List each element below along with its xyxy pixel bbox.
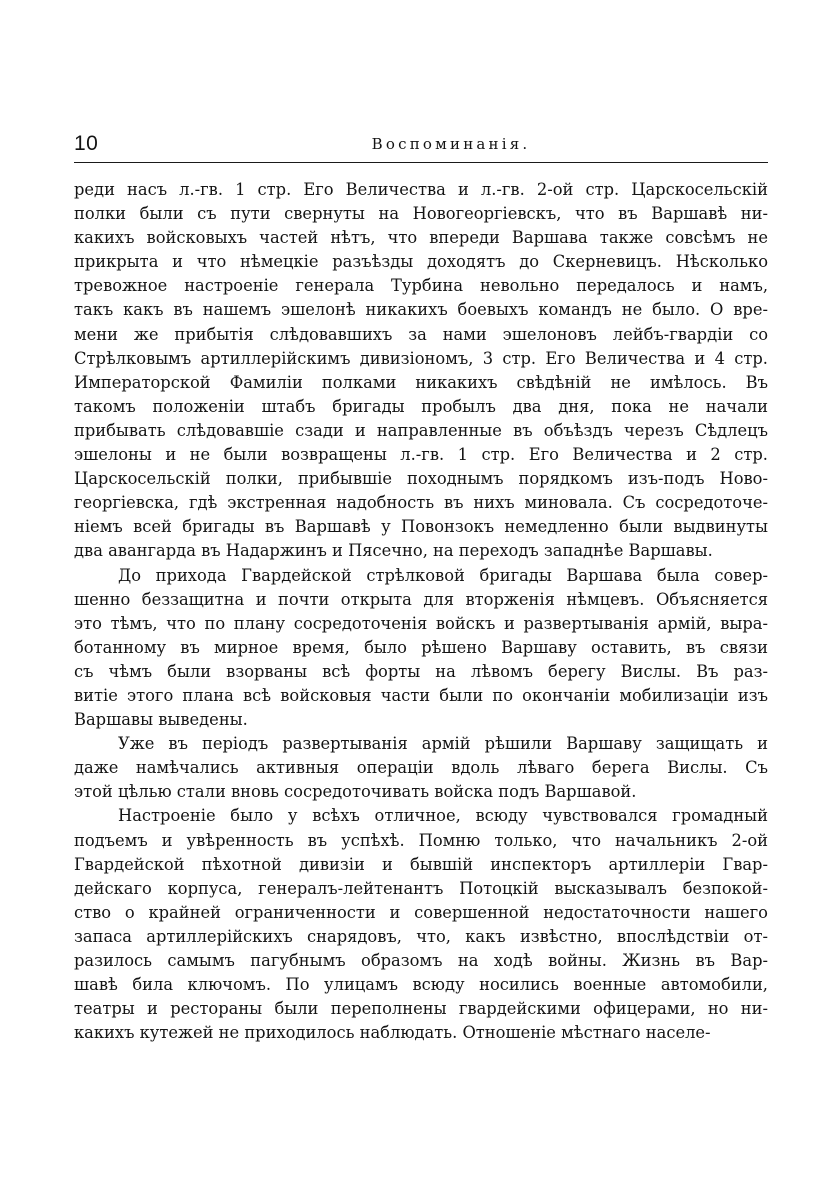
text-line: ніемъ всей бригады въ Варшавѣ у Повонзокъ немедленно были выдвинуты (74, 517, 768, 537)
text-line: До прихода Гвардейской стрѣлковой бригады Варшава была совер- (118, 565, 768, 585)
paragraph (74, 804, 768, 1045)
text-line: этой цѣлью стали вновь сосредоточивать войска подъ Варшавой. (74, 782, 637, 802)
text-line: такъ какъ въ нашемъ эшелонѣ никакихъ боевыхъ командъ не было. О вре- (74, 300, 768, 320)
text-line: какихъ кутежей не приходилось наблюдать. Отношеніе мѣстнаго населе- (74, 1023, 711, 1043)
text-line: это тѣмъ, что по плану сосредоточенія войскъ и развертыванія армій, выра- (74, 613, 768, 633)
running-title: Воспоминанія. (371, 135, 531, 153)
header-rule (74, 162, 768, 163)
text-line: шенно беззащитна и почти открыта для вторженія нѣмцевъ. Объясняется (74, 589, 768, 609)
text-line: шавѣ била ключомъ. По улицамъ всюду носились военные автомобили, (74, 975, 768, 995)
text-line: запаса артиллерійскихъ снарядовъ, что, какъ извѣстно, впослѣдствіи от- (74, 926, 768, 946)
text-line: какихъ войсковыхъ частей нѣтъ, что впереди Варшава также совсѣмъ не (74, 228, 768, 248)
text-line: Уже въ періодъ развертыванія армій рѣшили Варшаву защищать и (118, 734, 768, 754)
text-line: дейскаго корпуса, генералъ-лейтенантъ Потоцкій высказывалъ безпокой- (74, 878, 768, 898)
text-line: Императорской Фамиліи полками никакихъ свѣдѣній не имѣлось. Въ (74, 372, 768, 392)
text-line: разилось самымъ пагубнымъ образомъ на ходѣ войны. Жизнь въ Вар- (74, 951, 768, 970)
text-line: даже намѣчались активныя операціи вдоль лѣваго берега Вислы. Съ (74, 758, 768, 778)
text-line: Стрѣлковымъ артиллерійскимъ дивизіономъ, 3 стр. Его Величества и 4 стр. (74, 348, 768, 368)
text-line: тревожное настроеніе генерала Турбина невольно передалось и намъ, (74, 276, 768, 296)
text-line: реди насъ л.-гв. 1 стр. Его Величества и л.-гв. 2-ой стр. Царскосельскій (74, 180, 768, 199)
text-line: съ чѣмъ были взорваны всѣ форты на лѣвомъ берегу Вислы. Въ раз- (74, 661, 768, 681)
running-head (74, 130, 768, 164)
text-line: два авангарда въ Надаржинъ и Пясечно, на переходъ западнѣе Варшавы. (74, 541, 713, 561)
page-number: 10 (74, 132, 99, 155)
text-line: ботанному въ мирное время, было рѣшено Варшаву оставить, въ связи (74, 637, 768, 657)
text-line: прикрыта и что нѣмецкіе разъѣзды доходятъ до Скерневицъ. Нѣсколько (74, 252, 768, 272)
body-text (74, 178, 768, 1045)
paragraph (74, 732, 768, 804)
text-line: витіе этого плана всѣ войсковыя части были по окончаніи мобилизаціи изъ (74, 685, 768, 705)
text-line: георгіевска, гдѣ экстренная надобность въ нихъ миновала. Съ сосредоточе- (74, 493, 768, 513)
paragraph (74, 178, 768, 564)
paragraph (74, 564, 768, 733)
text-line: такомъ положеніи штабъ бригады пробылъ два дня, пока не начали (74, 396, 768, 416)
text-line: эшелоны и не были возвращены л.-гв. 1 стр. Его Величества и 2 стр. (74, 445, 768, 465)
text-line: театры и рестораны были переполнены гвардейскими офицерами, но ни- (74, 999, 768, 1019)
text-line: Царскосельскій полки, прибывшіе походнымъ порядкомъ изъ-подъ Ново- (74, 469, 768, 489)
text-line: Гвардейской пѣхотной дивизіи и бывшій инспекторъ артиллеріи Гвар- (74, 854, 768, 874)
text-line: прибывать слѣдовавшіе сзади и направленные въ объѣздъ черезъ Сѣдлецъ (74, 420, 768, 440)
text-line: Настроеніе было у всѣхъ отличное, всюду чувствовался громадный (118, 806, 768, 826)
text-line: полки были съ пути свернуты на Новогеоргіевскъ, что въ Варшавѣ ни- (74, 204, 768, 224)
text-line: подъемъ и увѣренность въ успѣхѣ. Помню только, что начальникъ 2-ой (74, 830, 768, 850)
text-line: мени же прибытія слѣдовавшихъ за нами эшелоновъ лейбъ-гвардіи со (74, 324, 768, 344)
text-line: Варшавы выведены. (74, 710, 248, 730)
text-line: ство о крайней ограниченности и совершенной недостаточности нашего (74, 902, 768, 922)
